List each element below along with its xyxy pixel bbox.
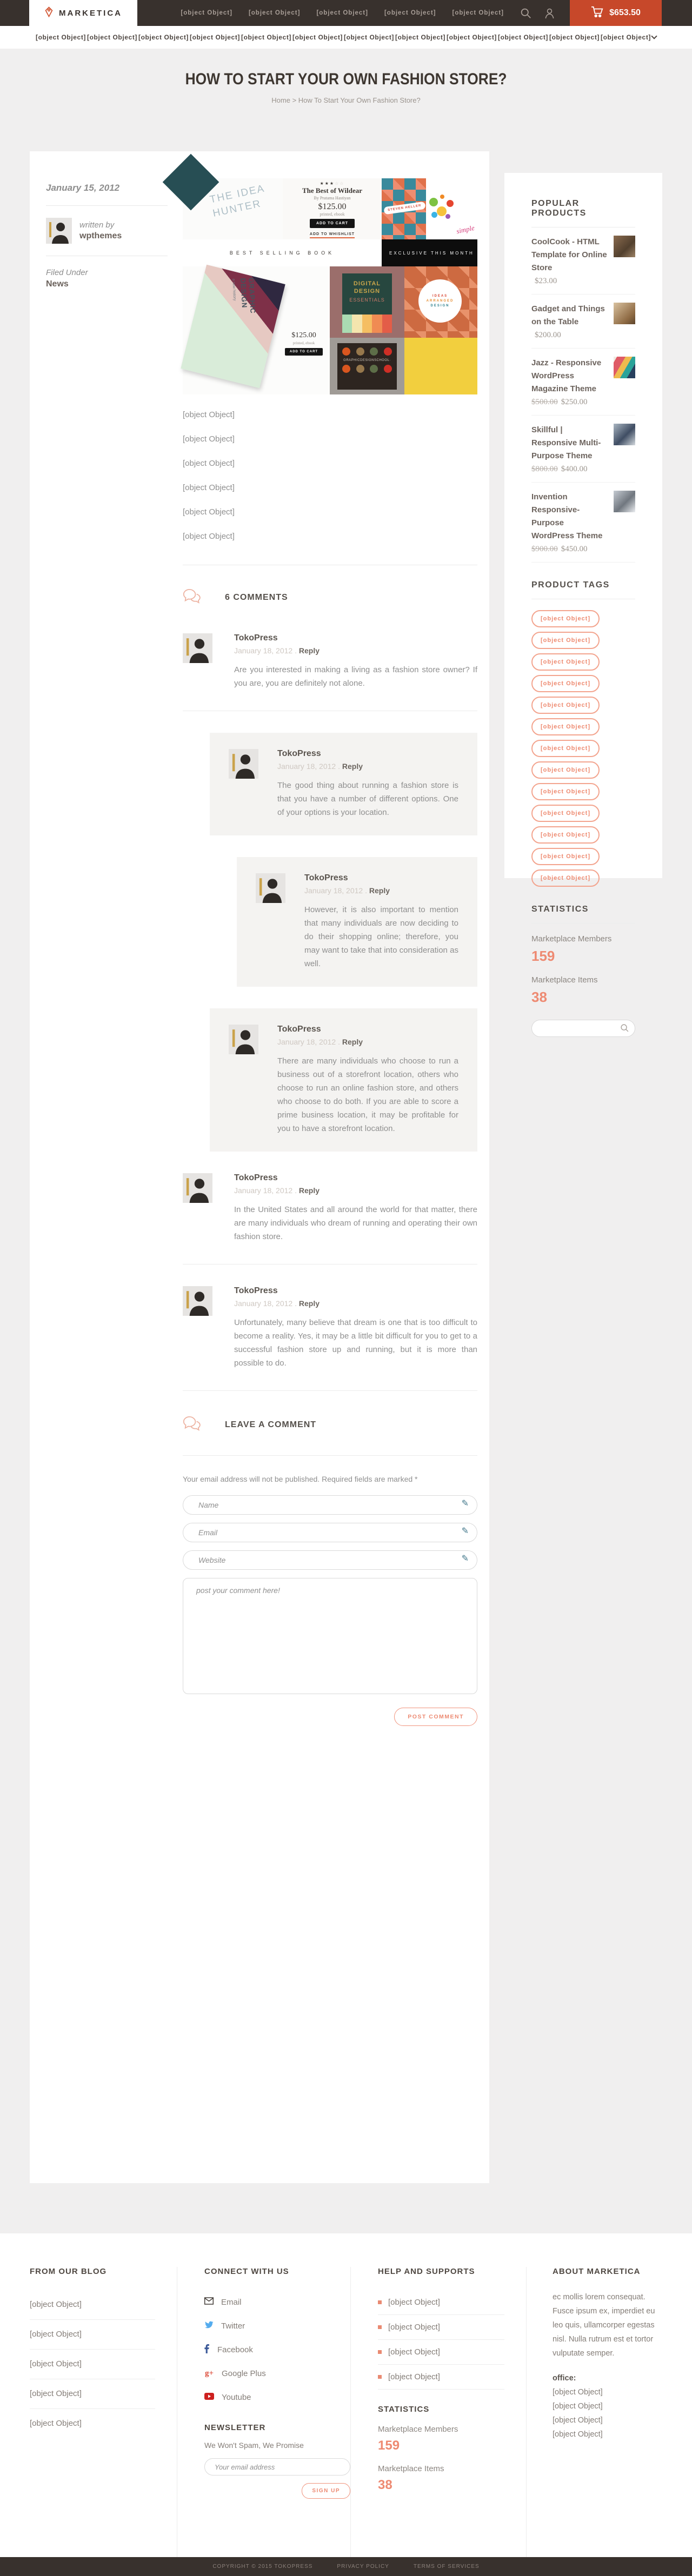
- footer-help-link[interactable]: [object Object]: [378, 2290, 504, 2315]
- exclusive-banner: EXCLUSIVE THIS MONTH: [382, 239, 477, 266]
- footer-help-column: [350, 2267, 526, 2557]
- category-nav-item[interactable]: [object Object]: [36, 34, 86, 41]
- newsletter: [204, 2423, 350, 2494]
- divider: [46, 205, 168, 206]
- comment: [183, 1286, 477, 1391]
- statistic-label: Marketplace Items: [378, 2464, 444, 2473]
- price-tag-icon: [44, 6, 54, 21]
- copyright-text: COPYRIGHT © 2015 TOKOPRESS: [212, 2564, 313, 2570]
- comment-date: January 18, 2012: [234, 646, 293, 655]
- statistic-value: 159: [531, 948, 555, 964]
- filed-under-label: Filed Under: [46, 268, 88, 277]
- post-date: January 15, 2012: [46, 183, 120, 193]
- product-thumbnail[interactable]: [614, 491, 635, 512]
- footer-blog-column: [30, 2267, 177, 2557]
- about-text: ec mollis lorem consequat. Fusce ipsum ex, imperdiet eu leo quis, ullamcorper egestas nisl. Nulla rutrum est et tortor vulputate semper.: [553, 2293, 655, 2358]
- category-nav-item[interactable]: [object Object]: [292, 34, 343, 41]
- reply-link[interactable]: Reply: [298, 646, 320, 655]
- color-dots-decoration: simple: [426, 178, 477, 239]
- product-tag[interactable]: [object Object]: [531, 697, 600, 714]
- product-tag[interactable]: [object Object]: [531, 869, 600, 887]
- footer-blog-link[interactable]: [object Object]: [30, 2379, 155, 2409]
- comment-meta: January 18, 2012 . Reply: [277, 762, 363, 771]
- top-nav-item[interactable]: [object Object]: [384, 10, 436, 16]
- pen-nib-icon: ✎: [461, 1499, 469, 1508]
- comment: [237, 857, 477, 987]
- comments-heading: [183, 588, 477, 607]
- digital-design-book-panel: DIGITAL DESIGN ESSENTIALS: [330, 266, 404, 338]
- comment-text: In the United States and all around the world for that matter, there are many individuals who dream of running and operating their own fashion store.: [234, 1205, 477, 1241]
- top-nav-item[interactable]: [object Object]: [452, 10, 504, 16]
- post-paragraph: [object Object]: [183, 507, 235, 517]
- footer-about-heading: ABOUT MARKETICA: [553, 2267, 641, 2276]
- office-address-line: [object Object]: [553, 2402, 603, 2411]
- statistic-value: 38: [378, 2478, 392, 2492]
- product-thumbnail[interactable]: [614, 303, 635, 324]
- footer-blog-link[interactable]: [object Object]: [30, 2290, 155, 2320]
- commenter-name[interactable]: TokoPress: [234, 633, 278, 643]
- comment-text: However, it is also important to mention that many individuals are now deciding to do their shopping online; therefore, you may want to take that into consideration as well.: [304, 905, 458, 968]
- product-price: $900.00 $450.00: [531, 545, 588, 553]
- featured-image: [183, 178, 477, 394]
- product-tag[interactable]: [object Object]: [531, 675, 600, 692]
- author-avatar: [46, 218, 72, 244]
- square-bullet-icon: [378, 2325, 382, 2329]
- author-name-link[interactable]: wpthemes: [79, 231, 122, 240]
- product-tag[interactable]: [object Object]: [531, 632, 600, 649]
- commenter-avatar: [183, 1286, 212, 1316]
- statistic-label: Marketplace Items: [531, 975, 598, 985]
- footer-blog-heading: FROM OUR BLOG: [30, 2267, 107, 2276]
- footer: [0, 2233, 692, 2557]
- category-nav-item[interactable]: [object Object]: [87, 34, 138, 41]
- sidebar-search-input[interactable]: [532, 1020, 635, 1036]
- office-address-line: [object Object]: [553, 2416, 603, 2425]
- post-content: [183, 151, 477, 1726]
- user-icon[interactable]: [544, 8, 555, 19]
- footer-blog-link[interactable]: [object Object]: [30, 2320, 155, 2350]
- footer-blog-link[interactable]: [object Object]: [30, 2419, 82, 2428]
- social-link-youtube[interactable]: Youtube: [204, 2385, 350, 2409]
- office-address-line: [object Object]: [553, 2430, 603, 2439]
- comment: [183, 1173, 477, 1264]
- comment-date: January 18, 2012: [234, 1299, 293, 1308]
- pen-nib-icon: ✎: [461, 1554, 469, 1563]
- comment-meta: January 18, 2012 . Reply: [277, 1038, 363, 1046]
- reply-link[interactable]: Reply: [342, 1038, 363, 1046]
- comment-meta: January 18, 2012 . Reply: [234, 1186, 320, 1195]
- post-paragraph: [object Object]: [183, 410, 235, 419]
- footer-help-link[interactable]: [object Object]: [378, 2315, 504, 2340]
- category-nav-item[interactable]: [object Object]: [447, 34, 497, 41]
- best-selling-caption: BEST SELLING BOOK: [183, 239, 382, 266]
- orange-pattern-panel: IDEAS ARRANGED DESIGN: [404, 266, 477, 338]
- privacy-policy-link[interactable]: PRIVACY POLICY: [337, 2564, 389, 2570]
- commenter-name[interactable]: TokoPress: [234, 1173, 278, 1182]
- category-nav-item[interactable]: [object Object]: [241, 34, 292, 41]
- footer-help-heading: HELP AND SUPPORTS: [378, 2267, 475, 2276]
- footer-statistics-heading: STATISTICS: [378, 2405, 430, 2414]
- main-content: [0, 151, 692, 2233]
- statistic: [531, 934, 635, 965]
- product-thumbnail[interactable]: [614, 236, 635, 257]
- geometric-pattern: STEVEN HELLER: [382, 178, 426, 239]
- featured-product-card: ★★★☆☆ The Best of Wildear By Pratama Hastiyan $125.00 printed, ebook ADD TO CART ADD TO WHISHLIST: [283, 178, 382, 239]
- reply-link[interactable]: Reply: [298, 1299, 320, 1308]
- commenter-name[interactable]: TokoPress: [277, 1025, 321, 1034]
- newsletter-promise: We Won't Spam, We Promise: [204, 2441, 304, 2450]
- product-tag[interactable]: [object Object]: [531, 610, 600, 627]
- product-price: $800.00 $400.00: [531, 465, 588, 473]
- post-body: [183, 408, 477, 543]
- square-bullet-icon: [378, 2300, 382, 2304]
- comment-meta: January 18, 2012 . Reply: [304, 886, 390, 895]
- popular-products-list: [531, 228, 635, 563]
- twitter-bird-icon: [204, 2321, 214, 2331]
- comment-message-textarea[interactable]: [183, 1578, 477, 1694]
- graphic-design-book-panel: GRAPHIC DESIGN a new history $125.00 printed, ebook ADD TO CART: [183, 266, 330, 394]
- page-header: [0, 49, 692, 130]
- footer-blog-link[interactable]: [object Object]: [30, 2350, 155, 2379]
- top-bar-spacer: [662, 0, 692, 26]
- category-nav-item[interactable]: [object Object]: [498, 34, 549, 41]
- product-price: $200.00: [535, 331, 561, 339]
- youtube-icon: [204, 2393, 214, 2402]
- post-paragraph: [object Object]: [183, 459, 235, 468]
- speech-bubbles-icon: [183, 1415, 202, 1435]
- sidebar: [504, 173, 662, 1005]
- reply-link[interactable]: Reply: [342, 762, 363, 771]
- product-tags-heading: PRODUCT TAGS: [531, 580, 635, 599]
- footer-help-link[interactable]: [object Object]: [378, 2365, 504, 2390]
- cart-button[interactable]: [570, 0, 662, 26]
- facebook-icon: [204, 2344, 210, 2356]
- top-nav-item[interactable]: [object Object]: [248, 10, 301, 16]
- comment-text: Are you interested in making a living as a fashion store owner? If you are, you are definitely not alone.: [234, 665, 477, 688]
- website-input[interactable]: [183, 1550, 477, 1570]
- product-thumbnail[interactable]: [614, 424, 635, 445]
- product-tag[interactable]: [object Object]: [531, 653, 600, 671]
- post-meta: [46, 183, 168, 289]
- office-label: office:: [553, 2374, 576, 2383]
- top-nav-item[interactable]: [object Object]: [181, 10, 232, 16]
- category-nav-item[interactable]: [object Object]: [190, 34, 241, 41]
- office-address-line: [object Object]: [553, 2388, 603, 2397]
- footer-statistics: [378, 2405, 504, 2493]
- statistics-heading: STATISTICS: [531, 905, 635, 924]
- terms-link[interactable]: TERMS OF SERVICES: [413, 2564, 480, 2570]
- popular-products-heading: POPULAR PRODUCTS: [531, 199, 635, 228]
- name-input[interactable]: [183, 1495, 477, 1515]
- sidebar-search: [531, 1020, 635, 1037]
- commenter-name[interactable]: TokoPress: [234, 1286, 278, 1295]
- logo-text: MARKETICA: [59, 8, 122, 18]
- envelope-icon: [204, 2297, 214, 2307]
- top-nav-item[interactable]: [object Object]: [316, 10, 368, 16]
- featured-idea-hunter-book: THE IDEA HUNTER: [183, 178, 283, 239]
- comment-text: The good thing about running a fashion store is that you have a number of different options. One of your options is your location.: [277, 781, 458, 817]
- category-nav-item[interactable]: [object Object]: [549, 34, 600, 41]
- reply-link[interactable]: Reply: [298, 1186, 320, 1195]
- commenter-name[interactable]: TokoPress: [277, 749, 321, 758]
- product-tag[interactable]: [object Object]: [531, 740, 600, 757]
- newsletter-email-input[interactable]: [205, 2459, 350, 2475]
- product-tags: [531, 610, 635, 887]
- social-link-email[interactable]: Email: [204, 2290, 350, 2314]
- product-item[interactable]: [531, 349, 635, 416]
- product-item[interactable]: [531, 295, 635, 349]
- square-bullet-icon: [378, 2375, 382, 2379]
- comment-form-note: Your email address will not be published. Required fields are marked *: [183, 1475, 418, 1483]
- product-title[interactable]: Skillful | Responsive Multi-Purpose Theme: [531, 425, 601, 460]
- top-nav: [181, 10, 504, 16]
- breadcrumb-current: How To Start Your Own Fashion Store?: [298, 96, 421, 104]
- comment-date: January 18, 2012: [277, 762, 336, 771]
- comment-meta: January 18, 2012 . Reply: [234, 646, 320, 655]
- statistic-label: Marketplace Members: [531, 934, 612, 944]
- logo[interactable]: [29, 0, 137, 26]
- divider: [183, 1455, 477, 1456]
- social-link-twitter[interactable]: Twitter: [204, 2314, 350, 2338]
- leave-comment-heading: LEAVE A COMMENT: [183, 1415, 477, 1435]
- category-nav-item[interactable]: [object Object]: [395, 34, 446, 41]
- copyright-bar: [0, 2557, 692, 2576]
- product-item[interactable]: [531, 416, 635, 483]
- product-tag[interactable]: [object Object]: [531, 761, 600, 779]
- comment-date: January 18, 2012: [234, 1186, 293, 1195]
- cart-icon: [591, 6, 604, 21]
- social-link-facebook[interactable]: Facebook: [204, 2338, 350, 2361]
- speech-bubbles-icon: [183, 588, 202, 607]
- commenter-avatar: [183, 633, 212, 663]
- product-title[interactable]: Gadget and Things on the Table: [531, 304, 605, 326]
- statistic-value: 159: [378, 2438, 400, 2453]
- post-paragraph: [object Object]: [183, 434, 235, 444]
- comment-meta: January 18, 2012 . Reply: [234, 1299, 320, 1308]
- commenter-avatar: [256, 873, 285, 903]
- breadcrumb: [0, 96, 692, 104]
- statistic: [378, 2425, 504, 2453]
- category-nav: [0, 26, 692, 49]
- footer-help-link[interactable]: [object Object]: [378, 2340, 504, 2365]
- comment-form: [183, 1495, 477, 1726]
- reply-link[interactable]: Reply: [369, 886, 390, 895]
- chevron-down-icon[interactable]: [651, 33, 657, 39]
- comments-count: 6 COMMENTS: [225, 593, 288, 602]
- product-title[interactable]: CoolCook - HTML Template for Online Store: [531, 237, 607, 272]
- rating-stars: ★★★☆☆: [320, 181, 345, 186]
- product-item[interactable]: [531, 228, 635, 295]
- top-bar: [0, 0, 692, 26]
- commenter-avatar: [183, 1173, 212, 1203]
- comments-list: [183, 633, 477, 1391]
- yellow-panel: [404, 338, 477, 394]
- social-link-google-plus[interactable]: g+ Google Plus: [204, 2368, 266, 2378]
- product-price: $500.00 $250.00: [531, 398, 588, 406]
- comment: [183, 633, 477, 711]
- product-price: $23.00: [535, 277, 557, 285]
- product-thumbnail[interactable]: [614, 357, 635, 378]
- footer-connect-heading: CONNECT WITH US: [204, 2267, 289, 2276]
- cart-total: $653.50: [609, 8, 641, 17]
- pen-nib-icon: ✎: [461, 1527, 469, 1536]
- search-icon[interactable]: [520, 8, 531, 19]
- design-school-card-panel: GRAPHICDESIGNSCHOOL·: [330, 338, 404, 394]
- google-plus-icon: g+: [204, 2368, 214, 2378]
- footer-connect-column: [177, 2267, 350, 2557]
- newsletter-heading: NEWSLETTER: [204, 2423, 266, 2432]
- category-nav-item[interactable]: [object Object]: [601, 34, 651, 41]
- email-input[interactable]: [183, 1523, 477, 1542]
- category-nav-item[interactable]: [object Object]: [344, 34, 395, 41]
- product-tag[interactable]: [object Object]: [531, 783, 600, 800]
- product-tag[interactable]: [object Object]: [531, 805, 600, 822]
- post-paragraph: [object Object]: [183, 483, 235, 492]
- post-paragraph: [object Object]: [183, 532, 235, 541]
- commenter-avatar: [229, 1025, 258, 1054]
- page-title: HOW TO START YOUR OWN FASHION STORE?: [185, 70, 507, 88]
- category-nav-item[interactable]: [object Object]: [138, 34, 189, 41]
- product-title[interactable]: Jazz - Responsive WordPress Magazine Theme: [531, 358, 602, 393]
- commenter-name[interactable]: TokoPress: [304, 873, 348, 882]
- add-to-wishlist-label: ADD TO WHISHLIST: [310, 232, 355, 238]
- post-category-link[interactable]: News: [46, 279, 69, 289]
- product-tag[interactable]: [object Object]: [531, 848, 600, 865]
- statistic: [378, 2464, 504, 2493]
- post-card: [30, 151, 489, 2183]
- comment: [210, 1008, 477, 1152]
- comment-text: There are many individuals who choose to run a business out of a storefront location, others who choose to run an online fashion store, and others who choose to do both. If you are able to score a prime business location, it may be profitable for you to have a storefront location.: [277, 1056, 458, 1133]
- statistic: [531, 975, 635, 1006]
- comment: [210, 733, 477, 835]
- statistic-label: Marketplace Members: [378, 2425, 458, 2434]
- product-tag[interactable]: [object Object]: [531, 826, 600, 844]
- footer-about-column: [526, 2267, 662, 2557]
- product-item[interactable]: [531, 483, 635, 563]
- comment-date: January 18, 2012: [277, 1038, 336, 1046]
- add-to-cart-label: ADD TO CART: [310, 219, 355, 228]
- breadcrumb-home[interactable]: Home: [271, 96, 290, 104]
- statistic-value: 38: [531, 989, 547, 1005]
- magnifier-icon[interactable]: [620, 1023, 629, 1035]
- newsletter-signup-button[interactable]: SIGN UP: [302, 2483, 350, 2499]
- breadcrumb-separator: >: [292, 96, 297, 104]
- comment-text: Unfortunately, many believe that dream is one that is too difficult to become a reality. Yes, it may be a little bit difficult for you to get to a successful fashion store up and running, but it is more than possible to do.: [234, 1318, 477, 1368]
- product-title[interactable]: Invention Responsive-Purpose WordPress Theme: [531, 492, 603, 540]
- commenter-avatar: [229, 749, 258, 779]
- post-comment-button[interactable]: POST COMMENT: [394, 1708, 477, 1726]
- comment-date: January 18, 2012: [304, 886, 363, 895]
- square-bullet-icon: [378, 2350, 382, 2354]
- product-tag[interactable]: [object Object]: [531, 718, 600, 735]
- written-by-label: written by: [79, 220, 115, 230]
